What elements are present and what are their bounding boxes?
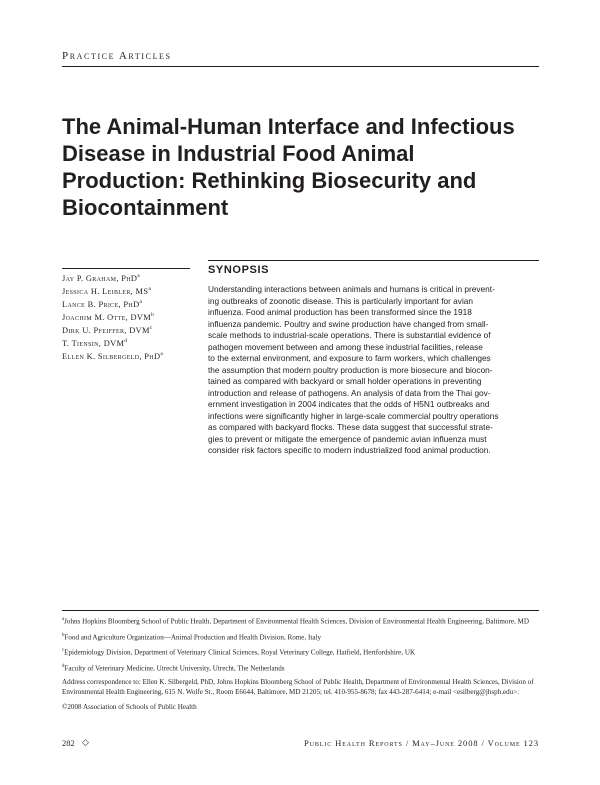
section-label: Practice Articles — [62, 50, 172, 62]
abstract-line: influenza pandemic. Poultry and swine production have changed from small- — [208, 318, 489, 329]
abstract-line: influenza. Food animal production has been transformed since the 1918 — [208, 307, 472, 317]
abstract-line: pathogen movement between and among these industrial facilities, release — [208, 341, 483, 352]
abstract-line: ing outbreaks of zoonotic disease. This is particularly important for avian — [208, 295, 474, 306]
synopsis-rule — [208, 260, 539, 261]
header-rule — [62, 66, 539, 67]
diamond-icon: ◇ — [82, 737, 89, 747]
affiliation-note: $^a$Johns Hopkins Bloomberg School of Public Health, Department of Environmental Health Sciences, Division of Environmental Health Engineering, Baltimore, MD — [62, 617, 529, 626]
authors-rule — [62, 268, 190, 269]
abstract-line: ernment investigation in 2004 indicates that the odds of H5N1 outbreaks and — [208, 399, 490, 409]
author-item: Joachim M. Otte, DVM$^b$ — [62, 312, 155, 322]
affiliation-note: $^c$Epidemiology Division, Department of Veterinary Clinical Sciences, Royal Veterinary College, Hatfield, Hertfordshire, UK — [62, 648, 416, 657]
affiliation-note: $^b$Food and Agriculture Organization—Animal Production and Health Division, Rome, Italy — [62, 632, 321, 641]
abstract-line: introduction and release of pathogens. An analysis of data from the Thai gov- — [208, 387, 491, 398]
copyright-note: ©2008 Association of Schools of Public Health — [62, 702, 197, 711]
abstract — [208, 284, 540, 457]
footnote-rule — [62, 610, 539, 611]
abstract-line: consider risk factors specific to modern industrialized food animal production. — [208, 445, 491, 455]
synopsis-heading: SYNOPSIS — [208, 264, 270, 276]
affiliation-note: $^d$Faculty of Veterinary Medicine, Utrecht University, Utrecht, The Netherlands — [62, 663, 285, 673]
author-item: Jessica H. Leibler, $MS^a$ — [62, 286, 152, 296]
abstract-line: tained as compared with backyard or small holder operations in preventing — [208, 376, 482, 386]
author-item: Lance B. Price, PhD$^a$ — [62, 299, 143, 309]
correspondence-note: Address correspondence to: Ellen K. Silbergeld, PhD, Johns Hopkins Bloomberg School of Public Health, Department of Environmental Health Sciences, Division of Environmental Health Engineering, 615 N. Wolfe St., Room E6644, Baltimore, MD 21205; tel. 410-955-8678; fax 443-287-6414; e-mail <esilberg@jhsph.edu>. — [62, 678, 534, 697]
abstract-line: scale methods to industrial-scale operations. There is substantial evidence of — [208, 330, 491, 340]
abstract-line: Understanding interactions between animals and humans is critical in prevent- — [208, 284, 495, 294]
abstract-line: to the external environment, and exposure to farm workers, which challenges — [208, 353, 491, 363]
footnotes — [62, 615, 540, 716]
author-item: Ellen K. Silbergeld, PhD$^a$ — [62, 351, 164, 361]
page-footer — [62, 738, 539, 752]
page-number: 282 — [62, 738, 75, 748]
author-item: Dirk U. Pfeiffer, DVM$^c$ — [62, 325, 153, 335]
author-list — [62, 271, 207, 362]
journal-running-footer: Public Health Reports / May–June 2008 / Volume 123 — [304, 738, 539, 748]
author-item: T. Tiensin, DVM$^d$ — [62, 338, 128, 348]
article-title: The Animal-Human Interface and Infectious Disease in Industrial Food Animal Production: Rethinking Biosecurity and Biocontainment — [62, 114, 515, 220]
abstract-line: the assumption that modern poultry production is more biosecure and biocon- — [208, 364, 493, 375]
abstract-line: as compared with backyard flocks. These data suggest that successful strate- — [208, 422, 493, 432]
author-item: Jay P. Graham, PhD$^a$ — [62, 273, 141, 283]
abstract-line: infections were significantly higher in large-scale commercial poultry operations — [208, 410, 499, 421]
abstract-line: gies to prevent or mitigate the emergence of pandemic avian influenza must — [208, 433, 487, 444]
